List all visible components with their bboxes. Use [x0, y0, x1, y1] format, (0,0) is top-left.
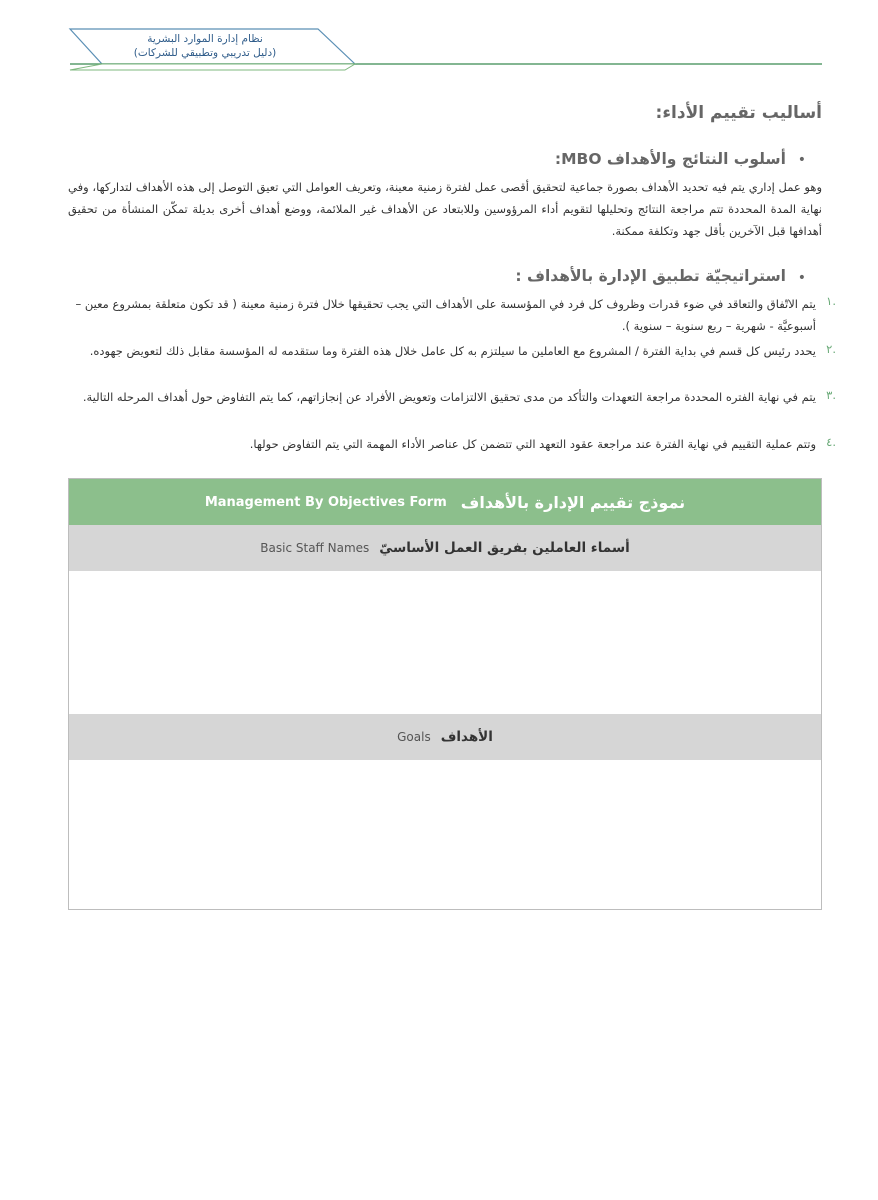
form-title-ar: نموذج تقييم الإدارة بالأهداف	[460, 492, 686, 512]
list-item: وتتم عملية التقييم في نهاية الفترة عند مراجعة عقود التعهد التي تتضمن كل عناصر الأداء المهمة التي يتم التفاوض حولها.	[249, 437, 816, 451]
section1-heading: أسلوب النتائج والأهداف MBO:	[554, 150, 786, 168]
list-item: يتم الاتّفاق والتعاقد في ضوء قدرات وظروف كل فرد في المؤسسة على الأهداف التي يجب تحقيقها خلال فترة زمنية معينة ( قد تكون متعلقة بمشروع معين – أسبوعيَّة - شهرية – ربع سنوية – سنوية ).	[75, 297, 816, 333]
header-line-2: (دليل تدريبي وتطبيقي للشركات)	[133, 47, 277, 59]
staff-names-band	[69, 525, 821, 571]
list-item-number: ٢.	[826, 342, 836, 356]
section2-heading: استراتيجيّة تطبيق الإدارة بالأهداف :	[515, 267, 786, 285]
mbo-form	[68, 478, 822, 910]
list-item-number: ٣.	[826, 388, 836, 402]
bullet-dot-icon: •	[797, 270, 806, 286]
list-item-number: ٤.	[826, 435, 836, 449]
goals-label-en: Goals	[397, 730, 431, 744]
list-item: يحدد رئيس كل قسم في بداية الفترة / المشروع مع العاملين ما سيلتزم به كل عامل خلال هذه الفترة وما ستقدمه له المؤسسة مقابل ذلك لتعويض جهوده.	[89, 344, 816, 358]
staff-names-field[interactable]	[69, 571, 821, 714]
header-line-1: نظام إدارة الموارد البشرية	[147, 33, 263, 45]
goals-field[interactable]	[69, 760, 821, 909]
staff-names-label-ar: أسماء العاملين بفريق العمل الأساسيّ	[379, 540, 630, 556]
staff-names-label-en: Basic Staff Names	[260, 541, 370, 555]
form-title-en: Management By Objectives Form	[204, 494, 447, 510]
bullet-dot-icon: •	[797, 152, 806, 168]
list-item: يتم في نهاية الفتره المحددة مراجعة التعهدات والتأكد من مدى تحقيق الالتزامات وتعويض الأفراد عن إنجازاتهم، كما يتم التفاوض حول أهداف المرحله التالية.	[82, 390, 816, 404]
list-item-number: ١.	[826, 294, 836, 308]
goals-band	[69, 714, 821, 760]
header-title	[90, 32, 320, 60]
section1-paragraph: وهو عمل إداري يتم فيه تحديد الأهداف بصورة جماعية لتحقيق أقصى عمل لفترة زمنية معينة، وتعريف العوامل التي تعيق التوصل إلى هذه الأهداف لتداركها، وفي نهاية المدة المحددة تتم مراجعة النتائج وتحليلها لتقويم أداء المرؤوسين وللابتعاد عن الأهداف غير الملائمة، ووضع أهداف أخرى بديلة تمكّن المنشأة من تحقيق أهدافها قبل الآخرين بأقل جهد وتكلفة ممكنة.	[68, 180, 822, 238]
form-header	[69, 479, 821, 525]
page-title: أساليب تقييم الأداء:	[655, 103, 822, 123]
goals-label-ar: الأهداف	[440, 729, 493, 745]
